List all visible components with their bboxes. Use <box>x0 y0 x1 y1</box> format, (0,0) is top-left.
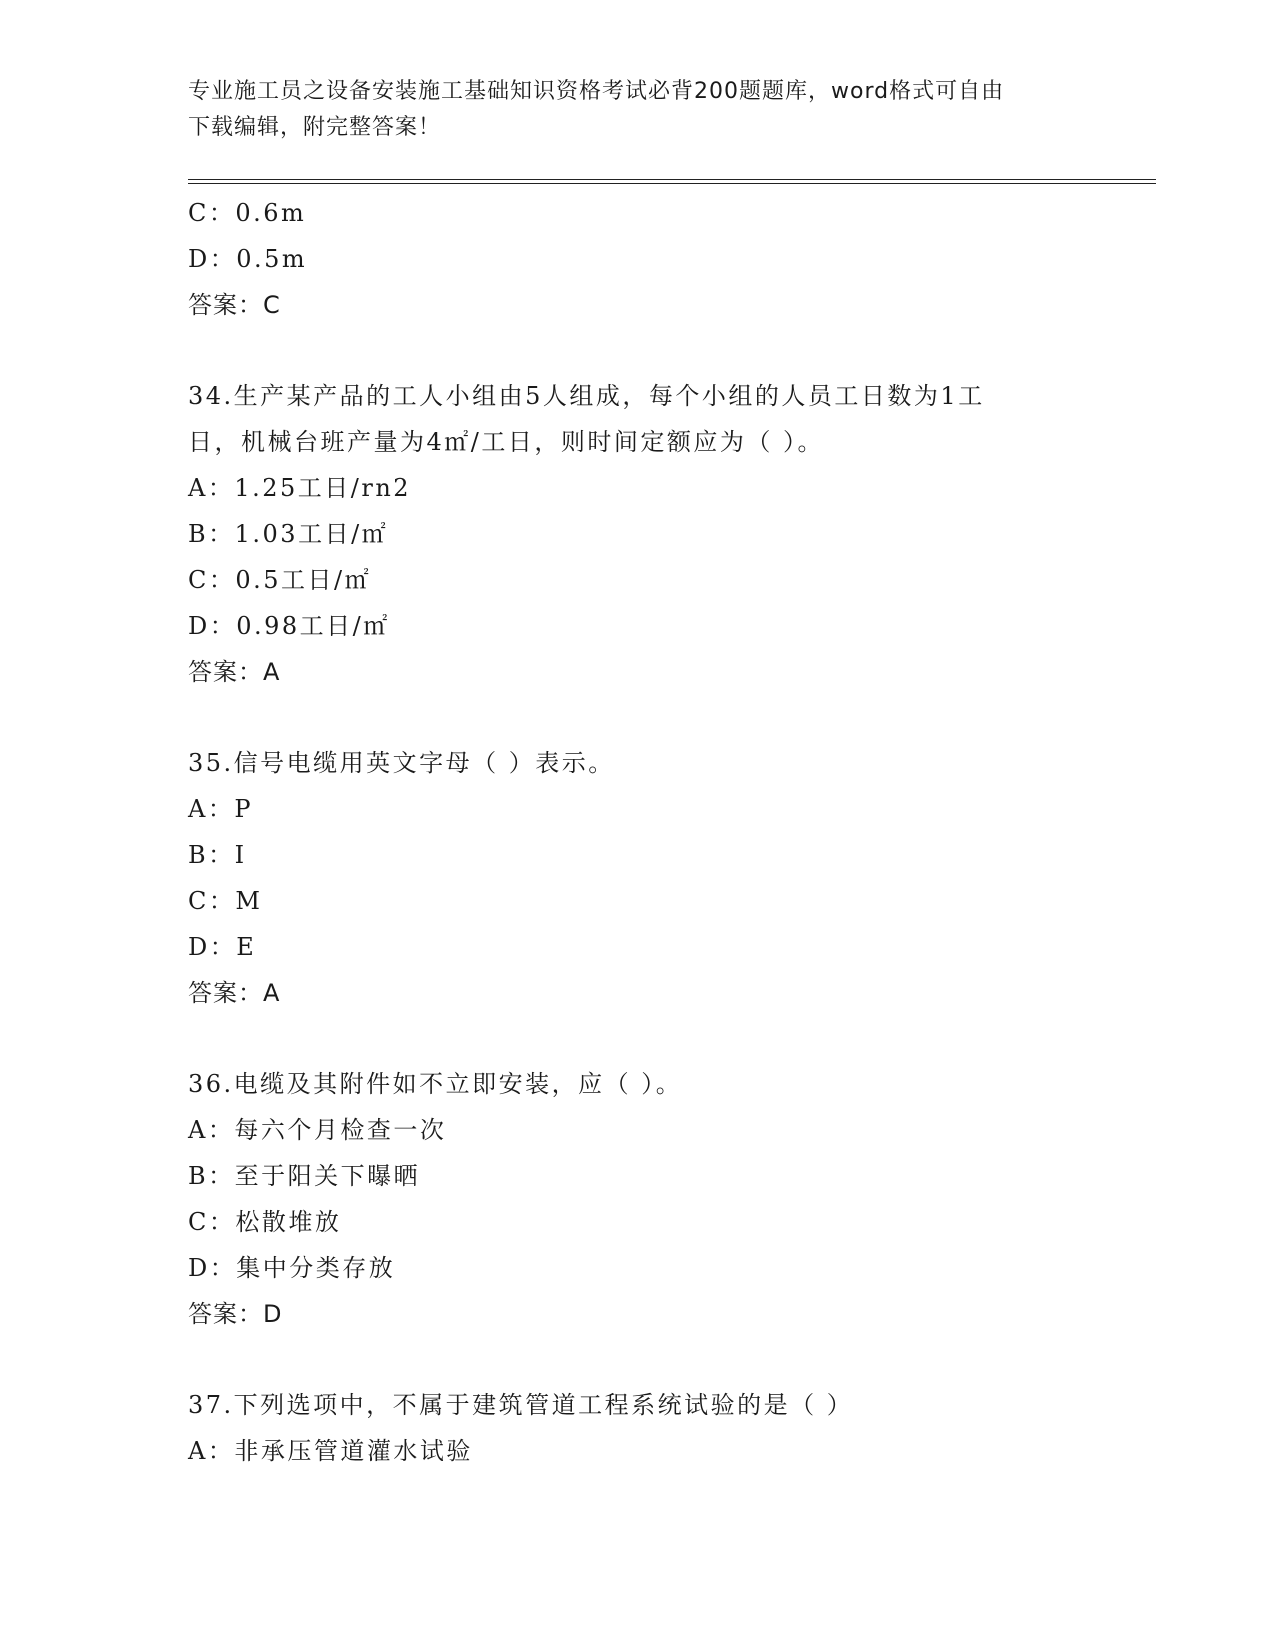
option-a: A：非承压管道灌水试验 <box>188 1437 473 1465</box>
header-divider-bottom <box>188 183 1156 184</box>
question-stem: 36.电缆及其附件如不立即安装，应（ ）。 <box>188 1070 683 1098</box>
header-divider-top <box>188 179 1156 180</box>
answer: 答案：A <box>188 658 281 686</box>
question-stem: 37.下列选项中，不属于建筑管道工程系统试验的是（ ） <box>188 1391 854 1419</box>
option-b: B：至于阳关下曝晒 <box>188 1162 421 1190</box>
spacer <box>188 1016 1148 1061</box>
header-title-line2: 下载编辑，附完整答案！ <box>188 115 442 140</box>
document-header <box>188 74 1088 146</box>
answer: 答案：D <box>188 1300 283 1328</box>
option-d: D：集中分类存放 <box>188 1254 396 1282</box>
option-c: C：M <box>188 887 263 915</box>
spacer <box>188 695 1148 740</box>
spacer <box>188 328 1148 373</box>
question-35 <box>188 740 1148 1016</box>
question-36 <box>188 1061 1148 1337</box>
option-a: A：P <box>188 795 253 823</box>
question-33-continued <box>188 190 1148 328</box>
option-a: A：1.25工日/rn2 <box>188 474 412 502</box>
option-b: B：I <box>188 841 247 869</box>
question-37 <box>188 1382 1148 1474</box>
question-34 <box>188 373 1148 695</box>
question-stem-continued: 日，机械台班产量为4㎡/工日，则时间定额应为（ ）。 <box>188 428 824 456</box>
option-b: B：1.03工日/㎡ <box>188 520 389 548</box>
spacer <box>188 1337 1148 1382</box>
option-c: C：0.5工日/㎡ <box>188 566 372 594</box>
option-d: D：E <box>188 933 257 961</box>
answer: 答案：A <box>188 979 281 1007</box>
option-c: C：0.6m <box>188 199 307 227</box>
question-stem: 34.生产某产品的工人小组由5人组成，每个小组的人员工日数为1工 <box>188 382 985 410</box>
option-c: C：松散堆放 <box>188 1208 342 1236</box>
question-list <box>188 190 1148 1474</box>
option-a: A：每六个月检查一次 <box>188 1116 447 1144</box>
answer: 答案：C <box>188 291 281 319</box>
header-title-line1: 专业施工员之设备安装施工基础知识资格考试必背200题题库，word格式可自由 <box>188 79 1005 104</box>
question-stem: 35.信号电缆用英文字母（ ）表示。 <box>188 749 615 777</box>
option-d: D：0.5m <box>188 245 308 273</box>
option-d: D：0.98工日/㎡ <box>188 612 390 640</box>
